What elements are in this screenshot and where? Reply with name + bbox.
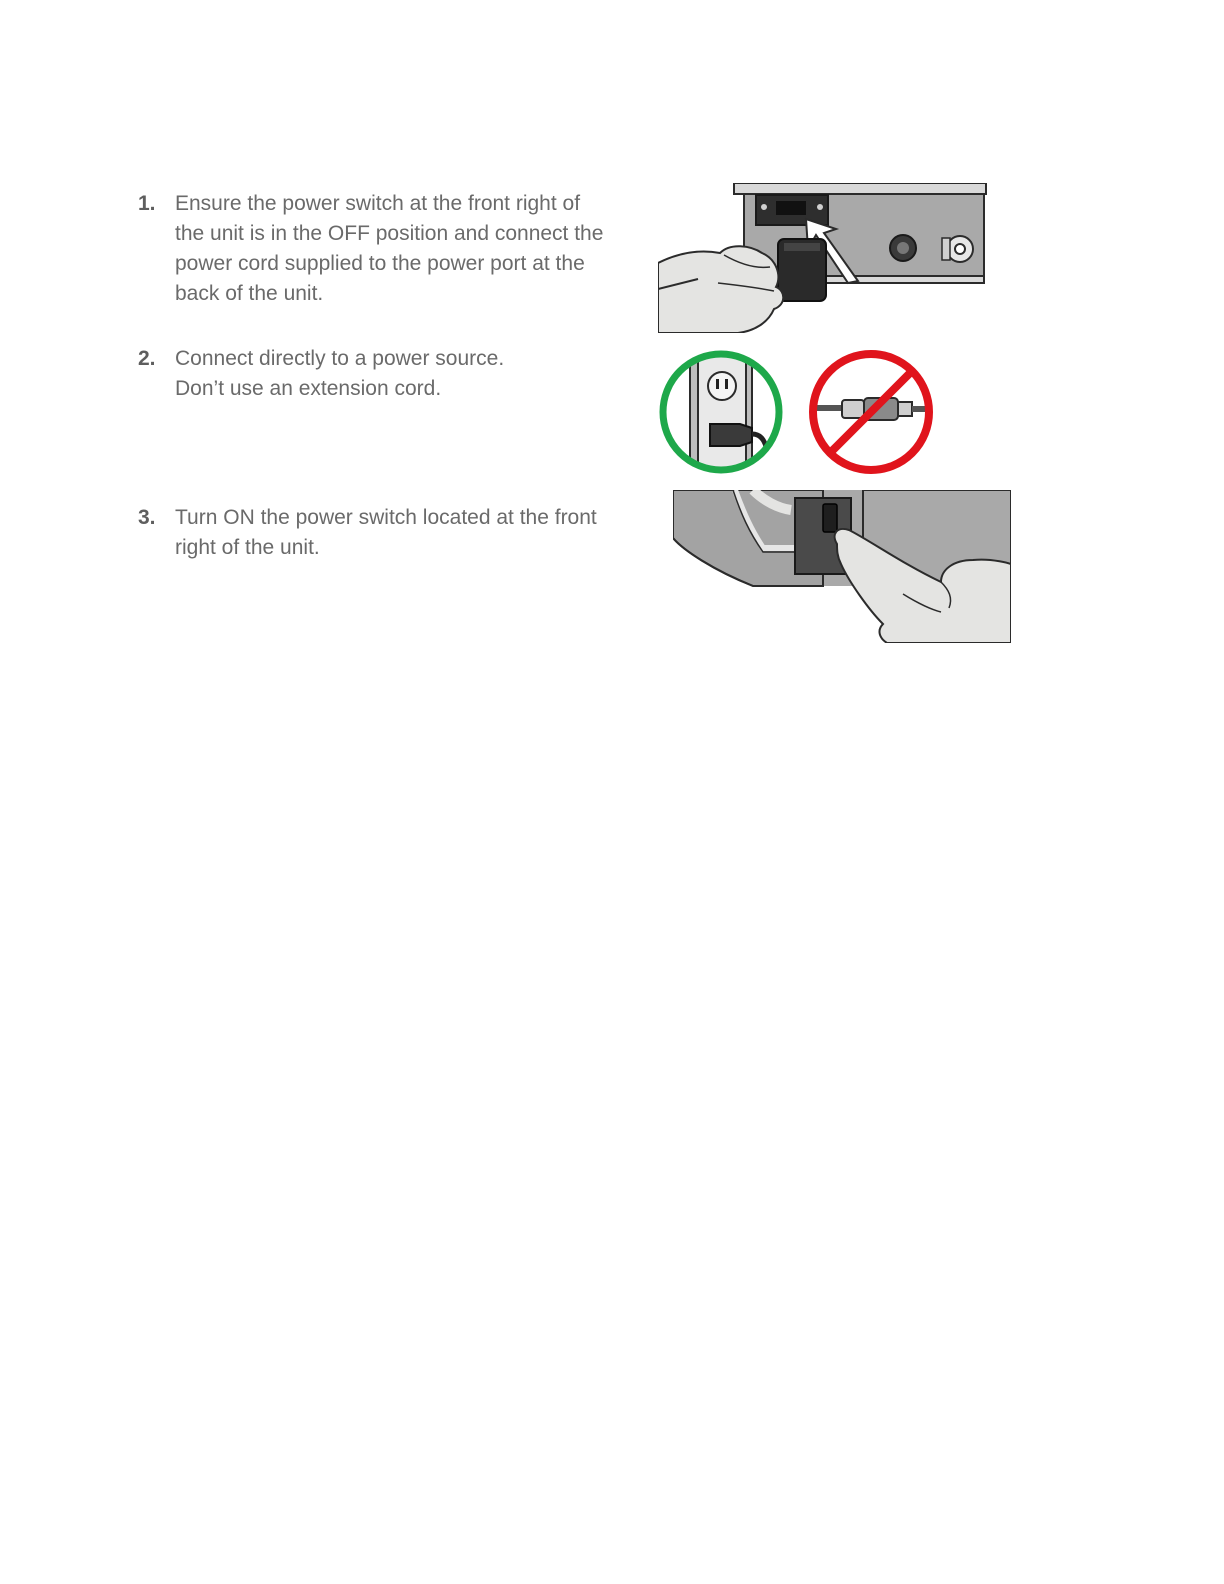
step-text-line: right of the unit. [175,536,320,559]
step-text-line: power cord supplied to the power port at the [175,252,585,275]
step-text [175,189,618,309]
step-2 [138,344,618,404]
step-text [175,344,618,404]
step-text-line: Connect directly to a power source. [175,347,505,370]
step-text-line: Don’t use an extension cord. [175,377,442,400]
power-switch-press-illustration [673,490,1011,643]
step-text-line: the unit is in the OFF position and connect the [175,222,604,245]
wall-outlet-ok-extension-cord-prohibited-illustration [656,346,938,478]
step-text-line: Turn ON the power switch located at the front [175,506,597,529]
step-text-line: Ensure the power switch at the front right of [175,192,581,215]
step-3 [138,503,618,563]
step-number: 3. [138,506,156,529]
step-1 [138,189,618,309]
step-text [175,503,618,563]
step-number: 2. [138,347,156,370]
step-number: 1. [138,192,156,215]
step-text-line: back of the unit. [175,282,324,305]
power-cord-port-illustration [658,183,988,333]
